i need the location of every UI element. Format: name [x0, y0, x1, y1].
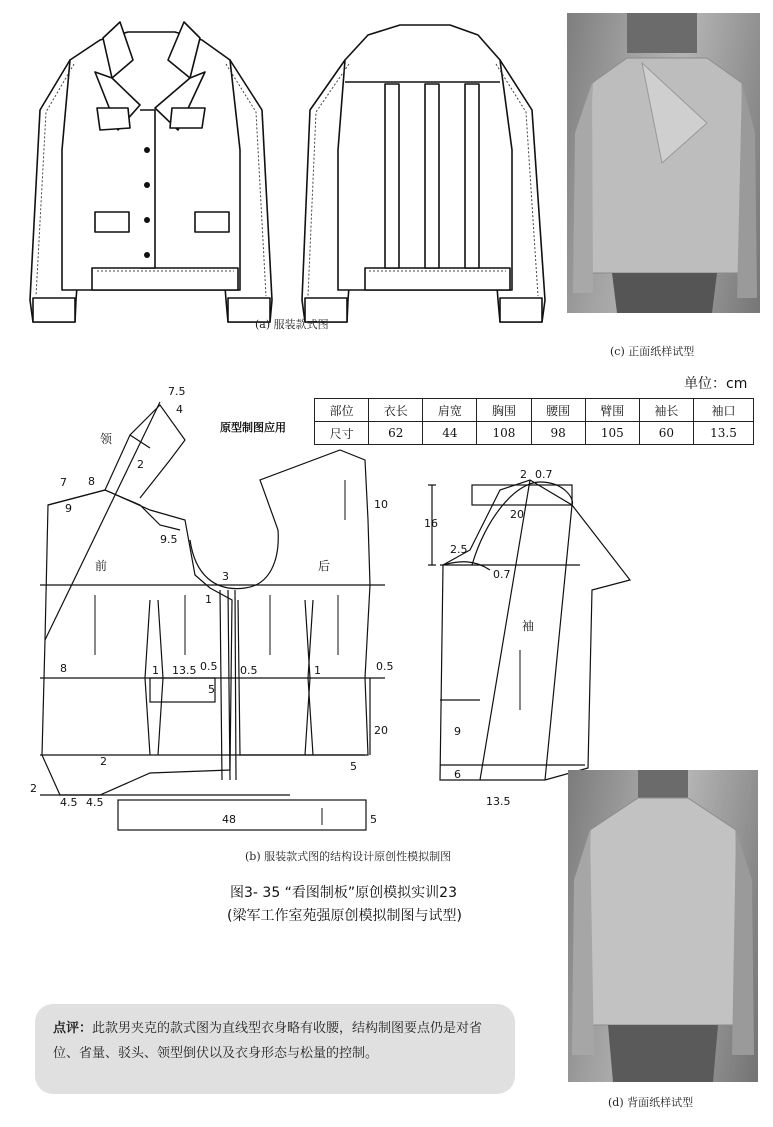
- dim-2-collar: 2: [137, 458, 144, 471]
- figure-title: 图3- 35 “看图制板”原创模拟实训23: [230, 885, 457, 901]
- caption-c: (c) 正面纸样试型: [610, 345, 695, 358]
- dim-0-7-mid: 0.7: [493, 568, 511, 581]
- jacket-flat-sketches: [0, 0, 560, 335]
- dim-7-5: 7.5: [168, 385, 186, 398]
- header-cell: 肩宽: [423, 399, 477, 422]
- value-cell: 60: [639, 422, 693, 445]
- dim-5-pocket: 5: [208, 683, 215, 696]
- label-sleeve: 袖: [522, 619, 535, 633]
- dim-0-5-c: 0.5: [376, 660, 394, 673]
- front-body-outline: [42, 490, 232, 795]
- collar-outline: [105, 405, 185, 498]
- dim-5-hem: 5: [350, 760, 357, 773]
- header-cell: 袖长: [639, 399, 693, 422]
- header-cell: 袖口: [693, 399, 753, 422]
- back-flat-sketch: [302, 25, 545, 322]
- caption-b: (b) 服装款式图的结构设计原创性模拟制图: [245, 850, 452, 863]
- dim-8-side: 8: [60, 662, 67, 675]
- dim-0-5-a: 0.5: [200, 660, 218, 673]
- back-trial-photo: [568, 770, 758, 1082]
- dim-13-5-cuff: 13.5: [486, 795, 511, 808]
- value-cell: 44: [423, 422, 477, 445]
- comment-text: 此款男夹克的款式图为直线型衣身略有收腰，结构制图要点仍是对省位、省量、驳头、领型倒伏以及衣身形态与松量的控制。: [53, 1021, 483, 1061]
- header-cell: 部位: [315, 399, 369, 422]
- front-flat-sketch: [30, 22, 272, 322]
- size-table-label: 原型制图应用: [220, 421, 286, 434]
- dim-6: 6: [454, 768, 461, 781]
- front-trial-photo: [567, 13, 760, 313]
- header-cell: 胸围: [477, 399, 531, 422]
- label-front: 前: [95, 559, 108, 573]
- dim-16: 16: [424, 517, 438, 530]
- dim-4-5-b: 4.5: [86, 796, 104, 809]
- back-body-outline: [238, 450, 370, 755]
- dim-2-5: 2.5: [450, 543, 468, 556]
- mannequin-front-image: [567, 13, 760, 313]
- header-cell: 腰围: [531, 399, 585, 422]
- dim-2-hem: 2: [100, 755, 107, 768]
- label-collar: 领: [100, 432, 113, 446]
- value-cell: 105: [585, 422, 639, 445]
- dim-0-5-b: 0.5: [240, 664, 258, 677]
- dim-13-5-body: 13.5: [172, 664, 197, 677]
- unit-label: 单位：cm: [684, 376, 748, 392]
- dim-4-5-a: 4.5: [60, 796, 78, 809]
- dim-9-sleeve: 9: [454, 725, 461, 738]
- mannequin-back-image: [568, 770, 758, 1082]
- dim-0-7-top: 0.7: [535, 468, 553, 481]
- dim-7: 7: [60, 476, 67, 489]
- dim-48: 48: [222, 813, 236, 826]
- neck-curve: [190, 530, 278, 589]
- value-cell: 13.5: [693, 422, 753, 445]
- dim-20-body: 20: [374, 724, 388, 737]
- dim-8-top: 8: [88, 475, 95, 488]
- caption-a: (a) 服装款式图: [255, 318, 329, 331]
- caption-d: (d) 背面纸样试型: [608, 1096, 694, 1109]
- header-cell: 衣长: [369, 399, 423, 422]
- dim-1-neck: 1: [205, 593, 212, 606]
- comment-label: 点评：: [53, 1021, 93, 1036]
- dim-9-front: 9: [65, 502, 72, 515]
- dim-1-dart-b: 1: [314, 664, 321, 677]
- value-cell: 62: [369, 422, 423, 445]
- dim-2-left: 2: [30, 782, 37, 795]
- dim-10: 10: [374, 498, 388, 511]
- value-cell: 108: [477, 422, 531, 445]
- pocket-outline: [150, 678, 215, 702]
- dim-1-dart-a: 1: [152, 664, 159, 677]
- label-back: 后: [318, 559, 331, 573]
- dim-9-5: 9.5: [160, 533, 178, 546]
- comment-box: [35, 1004, 515, 1094]
- dim-3: 3: [222, 570, 229, 583]
- dim-5-band: 5: [370, 813, 377, 826]
- dim-20-sleeve: 20: [510, 508, 524, 521]
- row-label-cell: 尺寸: [315, 422, 369, 445]
- value-cell: 98: [531, 422, 585, 445]
- figure-subtitle: (梁军工作室苑强原创模拟制图与试型): [227, 908, 462, 924]
- dim-4: 4: [176, 403, 183, 416]
- header-cell: 臂围: [585, 399, 639, 422]
- dim-2-sleeve: 2: [520, 468, 527, 481]
- sleeve-outline: [440, 480, 630, 780]
- hem-band-outline: [118, 800, 366, 830]
